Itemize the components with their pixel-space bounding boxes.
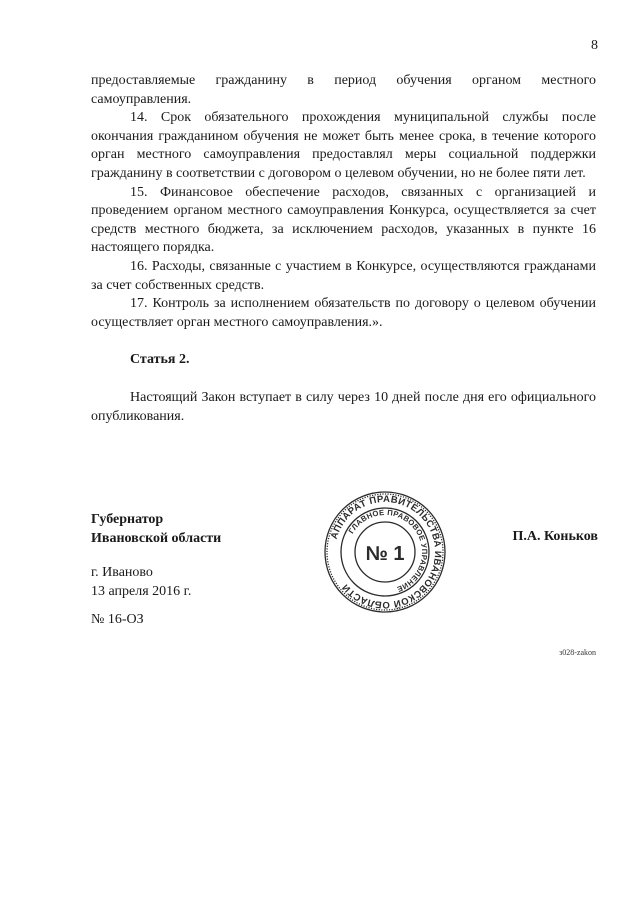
clause-14: 14. Срок обязательного прохождения муниципальной службы после окончания гражданином обучения не может быть менее срока, в течение которого орган местного самоуправления предоставлял меры социальной поддержки гражданину в соответствии с договором о целевом обучении, но не более пяти лет. [91, 110, 596, 181]
seal-inner-text: ГЛАВНОЕ ПРАВОВОЕ УПРАВЛЕНИЕ [346, 507, 430, 594]
article-heading: Статья 2. [130, 352, 190, 367]
page-number: 8 [591, 38, 598, 53]
signer-title [91, 511, 221, 548]
seal-center: № 1 [365, 543, 405, 565]
signer-title-line2: Ивановской области [91, 530, 222, 546]
clause-16: 16. Расходы, связанные с участием в Конкурсе, осуществляются гражданами за счет собственных средств. [91, 258, 596, 293]
signer-name: П.А. Коньков [512, 529, 598, 544]
date: 13 апреля 2016 г. [91, 583, 192, 599]
article-paragraph: Настоящий Закон вступает в силу через 10 дней после дня его официального опубликования. [91, 390, 596, 424]
law-number: № 16-ОЗ [91, 612, 144, 627]
doc-code: з028-zakon [559, 648, 596, 657]
official-seal-icon [323, 490, 447, 614]
clause-15: 15. Финансовое обеспечение расходов, связанных с организацией и проведением органом местного самоуправления Конкурса, осуществляется за счет средств местного бюджета, за исключением расходов, указанных в пункте 16 настоящего порядка. [91, 184, 596, 256]
seal-outer-text: АППАРАТ ПРАВИТЕЛЬСТВА ИВАНОВСКОЙ ОБЛАСТИ [328, 493, 444, 611]
place: г. Иваново [91, 565, 153, 580]
clause-text [91, 72, 596, 332]
article-body [91, 389, 596, 426]
clause-continuation: предоставляемые гражданину в период обучения органом местного самоуправления. [91, 73, 596, 107]
place-date [91, 564, 191, 601]
clause-17: 17. Контроль за исполнением обязательств по договору о целевом обучении осуществляет орган местного самоуправления.». [91, 296, 596, 330]
signer-title-line1: Губернатор [91, 512, 164, 527]
